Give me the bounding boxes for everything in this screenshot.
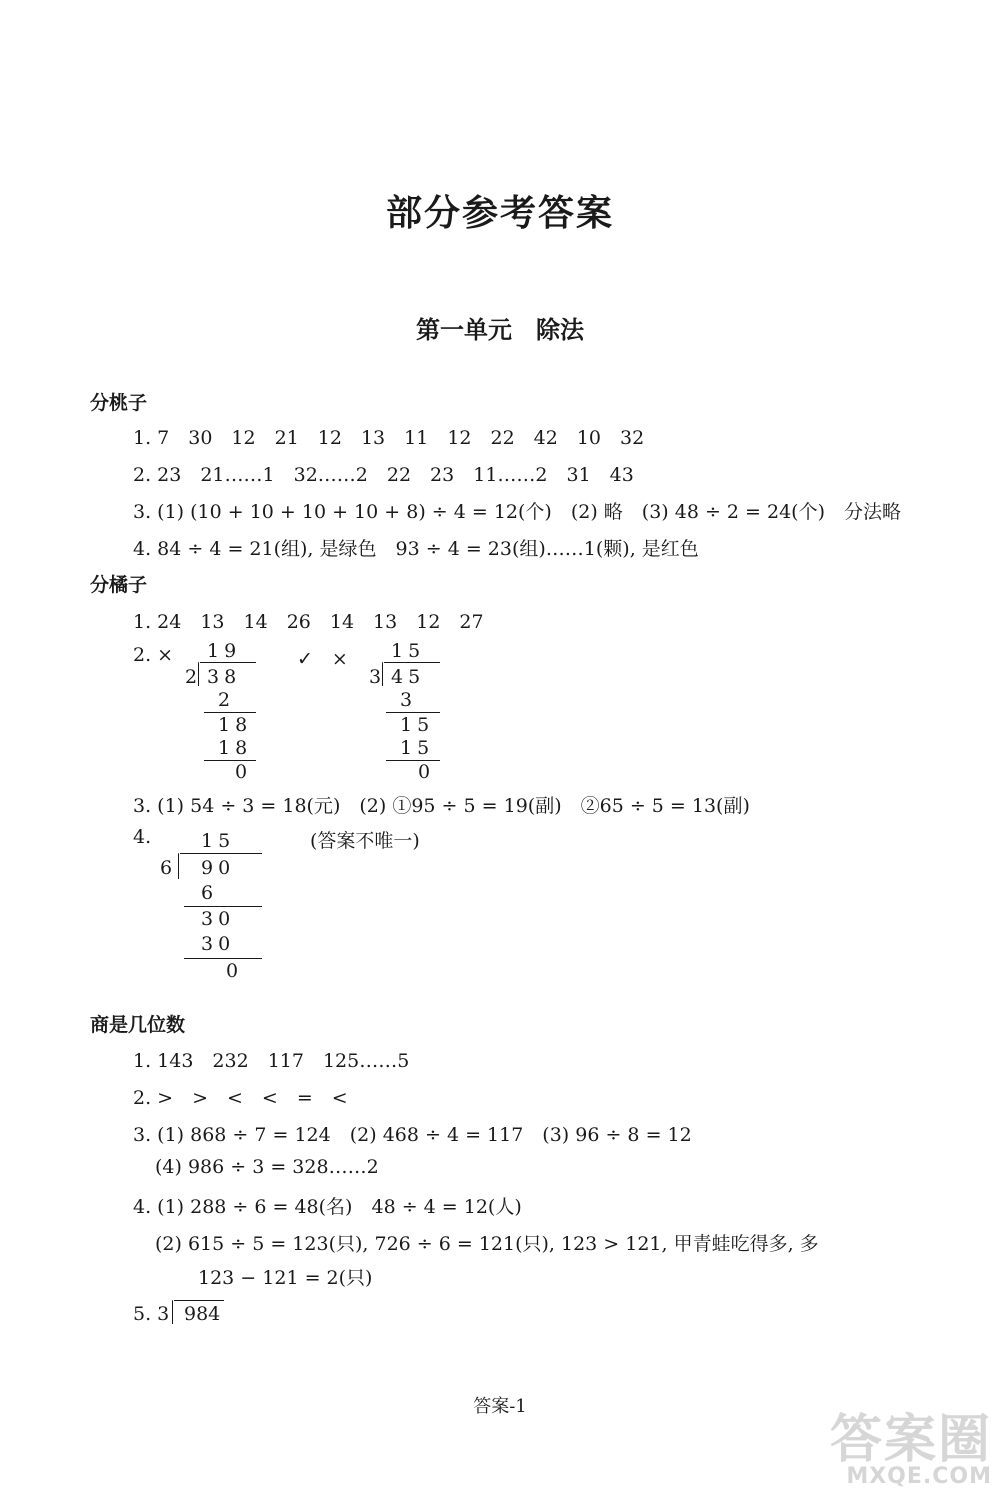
answer-line: 4. 84 ÷ 4 = 21(组), 是绿色 93 ÷ 4 = 23(组)……1(颗), 是红色 bbox=[133, 538, 699, 560]
step-rule bbox=[184, 906, 262, 907]
quotient: 19 bbox=[207, 640, 242, 662]
step-value: 15 bbox=[400, 737, 435, 759]
division-bracket bbox=[178, 853, 179, 879]
answer-line: (2) 615 ÷ 5 = 123(只), 726 ÷ 6 = 121(只), 123 > 121, 甲青蛙吃得多, 多 bbox=[155, 1233, 819, 1255]
answer-line: 123 − 121 = 2(只) bbox=[198, 1267, 373, 1289]
step-rule bbox=[204, 712, 256, 713]
answer-line: 4. bbox=[133, 826, 152, 848]
watermark-text: 答案圈 bbox=[829, 1410, 992, 1470]
divisor: 3 bbox=[369, 666, 387, 688]
step-rule bbox=[184, 958, 262, 959]
step-rule bbox=[386, 712, 440, 713]
division-bar bbox=[174, 1300, 224, 1301]
quotient: 15 bbox=[201, 830, 236, 852]
quotient: 15 bbox=[391, 640, 426, 662]
answer-line: 1. 7 30 12 21 12 13 11 12 22 42 10 32 bbox=[133, 427, 645, 449]
answer-line: 4. (1) 288 ÷ 6 = 48(名) 48 ÷ 4 = 12(人) bbox=[133, 1196, 522, 1218]
answer-line: 2. × bbox=[133, 644, 174, 666]
answer-line: 3. (1) 54 ÷ 3 = 18(元) (2) ①95 ÷ 5 = 19(副) ②65 ÷ 5 = 13(副) bbox=[133, 795, 750, 817]
answer-line: 2. > > < < = < bbox=[133, 1087, 348, 1109]
divisor: 2 bbox=[185, 666, 203, 688]
answer-line: 3. (1) (10 + 10 + 10 + 10 + 8) ÷ 4 = 12(个) (2) 略 (3) 48 ÷ 2 = 24(个) 分法略 bbox=[133, 501, 901, 523]
division-bar bbox=[200, 662, 256, 663]
answer-line: 5. 3 bbox=[133, 1303, 170, 1325]
answer-line: 1. 24 13 14 26 14 13 12 27 bbox=[133, 611, 484, 633]
watermark-logo bbox=[829, 1410, 992, 1489]
page-title: 部分参考答案 bbox=[385, 193, 614, 234]
section-heading-quotient-digits: 商是几位数 bbox=[90, 1014, 186, 1036]
answer-note: (答案不唯一) bbox=[310, 830, 420, 852]
watermark-url: MXQE.COM bbox=[846, 1464, 992, 1489]
dividend: 45 bbox=[391, 666, 426, 688]
section-heading-oranges: 分橘子 bbox=[90, 574, 148, 596]
step-value: 18 bbox=[218, 714, 253, 736]
dividend: 38 bbox=[207, 666, 242, 688]
unit-title: 第一单元 除法 bbox=[416, 316, 584, 344]
step-value: 0 bbox=[235, 761, 253, 783]
step-value: 18 bbox=[218, 737, 253, 759]
page-number: 答案-1 bbox=[473, 1396, 527, 1417]
answer-line: 2. 23 21……1 32……2 22 23 11……2 31 43 bbox=[133, 464, 634, 486]
answer-line: (4) 986 ÷ 3 = 328……2 bbox=[155, 1156, 379, 1178]
answer-line: 3. (1) 868 ÷ 7 = 124 (2) 468 ÷ 4 = 117 (3) 96 ÷ 8 = 12 bbox=[133, 1124, 692, 1146]
step-value: 30 bbox=[201, 933, 236, 955]
step-value: 0 bbox=[226, 960, 244, 982]
step-value: 30 bbox=[201, 908, 236, 930]
dividend: 90 bbox=[201, 857, 236, 879]
division-bracket bbox=[172, 1300, 173, 1324]
divisor: 6 bbox=[160, 857, 178, 879]
step-value: 2 bbox=[218, 689, 236, 711]
division-bar bbox=[180, 853, 262, 854]
step-value: 0 bbox=[418, 761, 436, 783]
step-value: 15 bbox=[400, 714, 435, 736]
section-heading-peaches: 分桃子 bbox=[90, 392, 148, 414]
division-bar bbox=[384, 662, 440, 663]
dividend: 984 bbox=[184, 1303, 221, 1325]
step-value: 6 bbox=[201, 882, 219, 904]
answer-line: 1. 143 232 117 125……5 bbox=[133, 1050, 410, 1072]
answer-line: ✓ × bbox=[297, 648, 348, 670]
step-value: 3 bbox=[400, 689, 418, 711]
